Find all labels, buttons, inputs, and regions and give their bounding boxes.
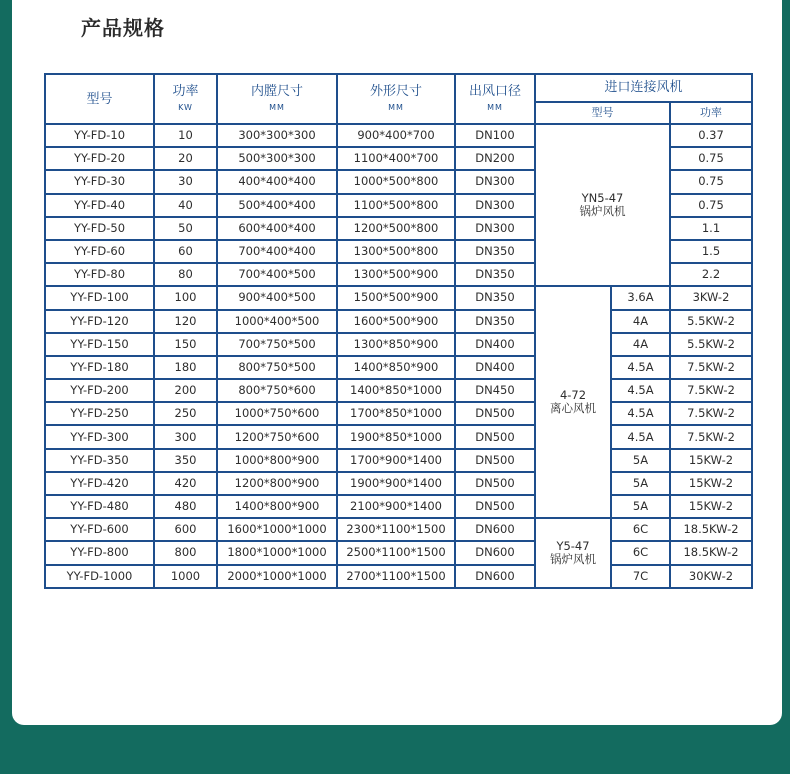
- cell-fan-power: 15KW-2: [670, 472, 752, 495]
- cell-outlet: DN350: [455, 240, 535, 263]
- cell-fan-size: 6C: [611, 518, 670, 541]
- cell-fan-size: 4.5A: [611, 356, 670, 379]
- cell-outlet: DN500: [455, 495, 535, 518]
- cell-outer-size: 1100*400*700: [337, 147, 455, 170]
- cell-outlet: DN400: [455, 356, 535, 379]
- cell-outlet: DN350: [455, 286, 535, 309]
- cell-power: 800: [154, 541, 217, 564]
- cell-power: 150: [154, 333, 217, 356]
- cell-outlet: DN100: [455, 124, 535, 147]
- table-row: [45, 449, 752, 472]
- cell-fan-type: [535, 286, 611, 518]
- cell-inner-size: 800*750*600: [217, 379, 337, 402]
- cell-inner-size: 2000*1000*1000: [217, 565, 337, 588]
- cell-power: 350: [154, 449, 217, 472]
- cell-fan-size: 4.5A: [611, 402, 670, 425]
- cell-model: YY-FD-120: [45, 310, 154, 333]
- cell-model: YY-FD-80: [45, 263, 154, 286]
- table-row: [45, 379, 752, 402]
- cell-power: 200: [154, 379, 217, 402]
- cell-outer-size: 2500*1100*1500: [337, 541, 455, 564]
- cell-fan-type: [535, 124, 670, 286]
- cell-inner-size: 300*300*300: [217, 124, 337, 147]
- table-row: [45, 402, 752, 425]
- cell-inner-size: 1600*1000*1000: [217, 518, 337, 541]
- header-outlet: 出风口径 MM: [455, 74, 535, 124]
- table-row: [45, 495, 752, 518]
- table-row: [45, 425, 752, 448]
- cell-outer-size: 1000*500*800: [337, 170, 455, 193]
- header-fan: 进口连接风机: [535, 74, 752, 102]
- cell-outer-size: 1900*900*1400: [337, 472, 455, 495]
- cell-power: 40: [154, 194, 217, 217]
- cell-outlet: DN400: [455, 333, 535, 356]
- table-row: [45, 565, 752, 588]
- cell-power: 30: [154, 170, 217, 193]
- cell-fan-power: 30KW-2: [670, 565, 752, 588]
- cell-fan-size: 6C: [611, 541, 670, 564]
- cell-outer-size: 2700*1100*1500: [337, 565, 455, 588]
- table-row: [45, 310, 752, 333]
- cell-model: YY-FD-420: [45, 472, 154, 495]
- cell-fan-power: 15KW-2: [670, 449, 752, 472]
- header-model: 型号: [45, 74, 154, 124]
- cell-fan-size: 4A: [611, 310, 670, 333]
- cell-model: YY-FD-250: [45, 402, 154, 425]
- cell-inner-size: 1200*800*900: [217, 472, 337, 495]
- cell-outer-size: 2300*1100*1500: [337, 518, 455, 541]
- cell-fan-size: 7C: [611, 565, 670, 588]
- cell-outer-size: 1700*900*1400: [337, 449, 455, 472]
- cell-outlet: DN600: [455, 541, 535, 564]
- cell-power: 480: [154, 495, 217, 518]
- cell-fan-power: 7.5KW-2: [670, 379, 752, 402]
- cell-power: 180: [154, 356, 217, 379]
- cell-outlet: DN500: [455, 449, 535, 472]
- cell-outer-size: 2100*900*1400: [337, 495, 455, 518]
- cell-model: YY-FD-800: [45, 541, 154, 564]
- cell-fan-power: 1.1: [670, 217, 752, 240]
- cell-inner-size: 1000*400*500: [217, 310, 337, 333]
- fan-type-name: 锅炉风机: [579, 204, 626, 219]
- cell-power: 300: [154, 425, 217, 448]
- fan-type-code: Y5-47: [556, 538, 590, 553]
- fan-type-code: YN5-47: [581, 191, 624, 206]
- cell-inner-size: 700*750*500: [217, 333, 337, 356]
- cell-outer-size: 1600*500*900: [337, 310, 455, 333]
- cell-model: YY-FD-180: [45, 356, 154, 379]
- cell-inner-size: 800*750*500: [217, 356, 337, 379]
- cell-outer-size: 1100*500*800: [337, 194, 455, 217]
- cell-model: YY-FD-600: [45, 518, 154, 541]
- cell-outer-size: 1500*500*900: [337, 286, 455, 309]
- cell-fan-power: 18.5KW-2: [670, 541, 752, 564]
- cell-fan-power: 5.5KW-2: [670, 333, 752, 356]
- cell-outer-size: 1300*500*800: [337, 240, 455, 263]
- fan-type-name: 锅炉风机: [550, 551, 596, 566]
- cell-inner-size: 500*400*400: [217, 194, 337, 217]
- cell-model: YY-FD-480: [45, 495, 154, 518]
- cell-outer-size: 1900*850*1000: [337, 425, 455, 448]
- cell-model: YY-FD-20: [45, 147, 154, 170]
- cell-outer-size: 1400*850*900: [337, 356, 455, 379]
- cell-inner-size: 400*400*400: [217, 170, 337, 193]
- cell-outer-size: 900*400*700: [337, 124, 455, 147]
- table-row: [45, 472, 752, 495]
- cell-fan-power: 15KW-2: [670, 495, 752, 518]
- cell-outlet: DN350: [455, 310, 535, 333]
- header-fan-model: 型号: [535, 102, 670, 124]
- cell-fan-power: 0.75: [670, 194, 752, 217]
- cell-inner-size: 700*400*400: [217, 240, 337, 263]
- cell-outlet: DN500: [455, 425, 535, 448]
- table-row: [45, 356, 752, 379]
- cell-outer-size: 1400*850*1000: [337, 379, 455, 402]
- cell-fan-power: 7.5KW-2: [670, 402, 752, 425]
- cell-fan-size: 4A: [611, 333, 670, 356]
- cell-fan-size: 3.6A: [611, 286, 670, 309]
- cell-inner-size: 500*300*300: [217, 147, 337, 170]
- table-row: [45, 518, 752, 541]
- fan-type-code: 4-72: [559, 388, 587, 403]
- cell-power: 120: [154, 310, 217, 333]
- cell-fan-power: 7.5KW-2: [670, 425, 752, 448]
- cell-fan-power: 3KW-2: [670, 286, 752, 309]
- cell-outlet: DN600: [455, 565, 535, 588]
- cell-outlet: DN300: [455, 217, 535, 240]
- table-row: [45, 124, 752, 147]
- cell-fan-power: 0.37: [670, 124, 752, 147]
- cell-power: 20: [154, 147, 217, 170]
- cell-power: 420: [154, 472, 217, 495]
- cell-model: YY-FD-50: [45, 217, 154, 240]
- cell-outlet: DN500: [455, 472, 535, 495]
- cell-outer-size: 1200*500*800: [337, 217, 455, 240]
- cell-inner-size: 1000*800*900: [217, 449, 337, 472]
- cell-model: YY-FD-300: [45, 425, 154, 448]
- cell-power: 60: [154, 240, 217, 263]
- cell-model: YY-FD-100: [45, 286, 154, 309]
- cell-model: YY-FD-40: [45, 194, 154, 217]
- cell-fan-power: 2.2: [670, 263, 752, 286]
- cell-inner-size: 600*400*400: [217, 217, 337, 240]
- cell-inner-size: 1200*750*600: [217, 425, 337, 448]
- cell-power: 50: [154, 217, 217, 240]
- cell-inner-size: 900*400*500: [217, 286, 337, 309]
- fan-type-name: 离心风机: [550, 401, 596, 416]
- cell-power: 100: [154, 286, 217, 309]
- cell-fan-size: 5A: [611, 495, 670, 518]
- cell-model: YY-FD-200: [45, 379, 154, 402]
- cell-fan-size: 4.5A: [611, 425, 670, 448]
- cell-outlet: DN300: [455, 170, 535, 193]
- cell-outlet: DN500: [455, 402, 535, 425]
- cell-fan-type: [535, 518, 611, 588]
- cell-power: 1000: [154, 565, 217, 588]
- header-inner-size: 内膛尺寸 MM: [217, 74, 337, 124]
- cell-outlet: DN200: [455, 147, 535, 170]
- table-row: [45, 286, 752, 309]
- cell-inner-size: 1400*800*900: [217, 495, 337, 518]
- cell-model: YY-FD-60: [45, 240, 154, 263]
- cell-inner-size: 1800*1000*1000: [217, 541, 337, 564]
- cell-model: YY-FD-30: [45, 170, 154, 193]
- cell-fan-power: 0.75: [670, 170, 752, 193]
- cell-outer-size: 1300*500*900: [337, 263, 455, 286]
- page-title: 产品规格: [81, 16, 165, 40]
- header-fan-power: 功率: [670, 102, 752, 124]
- table-row: [45, 541, 752, 564]
- cell-power: 600: [154, 518, 217, 541]
- cell-fan-power: 0.75: [670, 147, 752, 170]
- cell-fan-power: 5.5KW-2: [670, 310, 752, 333]
- cell-outlet: DN300: [455, 194, 535, 217]
- spec-table: [44, 73, 753, 589]
- cell-power: 10: [154, 124, 217, 147]
- header-outer-size: 外形尺寸 MM: [337, 74, 455, 124]
- cell-fan-size: 5A: [611, 449, 670, 472]
- cell-power: 80: [154, 263, 217, 286]
- cell-outlet: DN350: [455, 263, 535, 286]
- cell-fan-size: 4.5A: [611, 379, 670, 402]
- cell-fan-power: 7.5KW-2: [670, 356, 752, 379]
- cell-outer-size: 1700*850*1000: [337, 402, 455, 425]
- cell-model: YY-FD-1000: [45, 565, 154, 588]
- cell-model: YY-FD-10: [45, 124, 154, 147]
- header-power: 功率 KW: [154, 74, 217, 124]
- cell-fan-size: 5A: [611, 472, 670, 495]
- cell-outlet: DN450: [455, 379, 535, 402]
- cell-model: YY-FD-350: [45, 449, 154, 472]
- cell-model: YY-FD-150: [45, 333, 154, 356]
- cell-outer-size: 1300*850*900: [337, 333, 455, 356]
- table-row: [45, 333, 752, 356]
- cell-outlet: DN600: [455, 518, 535, 541]
- cell-inner-size: 700*400*500: [217, 263, 337, 286]
- cell-fan-power: 1.5: [670, 240, 752, 263]
- cell-power: 250: [154, 402, 217, 425]
- cell-fan-power: 18.5KW-2: [670, 518, 752, 541]
- cell-inner-size: 1000*750*600: [217, 402, 337, 425]
